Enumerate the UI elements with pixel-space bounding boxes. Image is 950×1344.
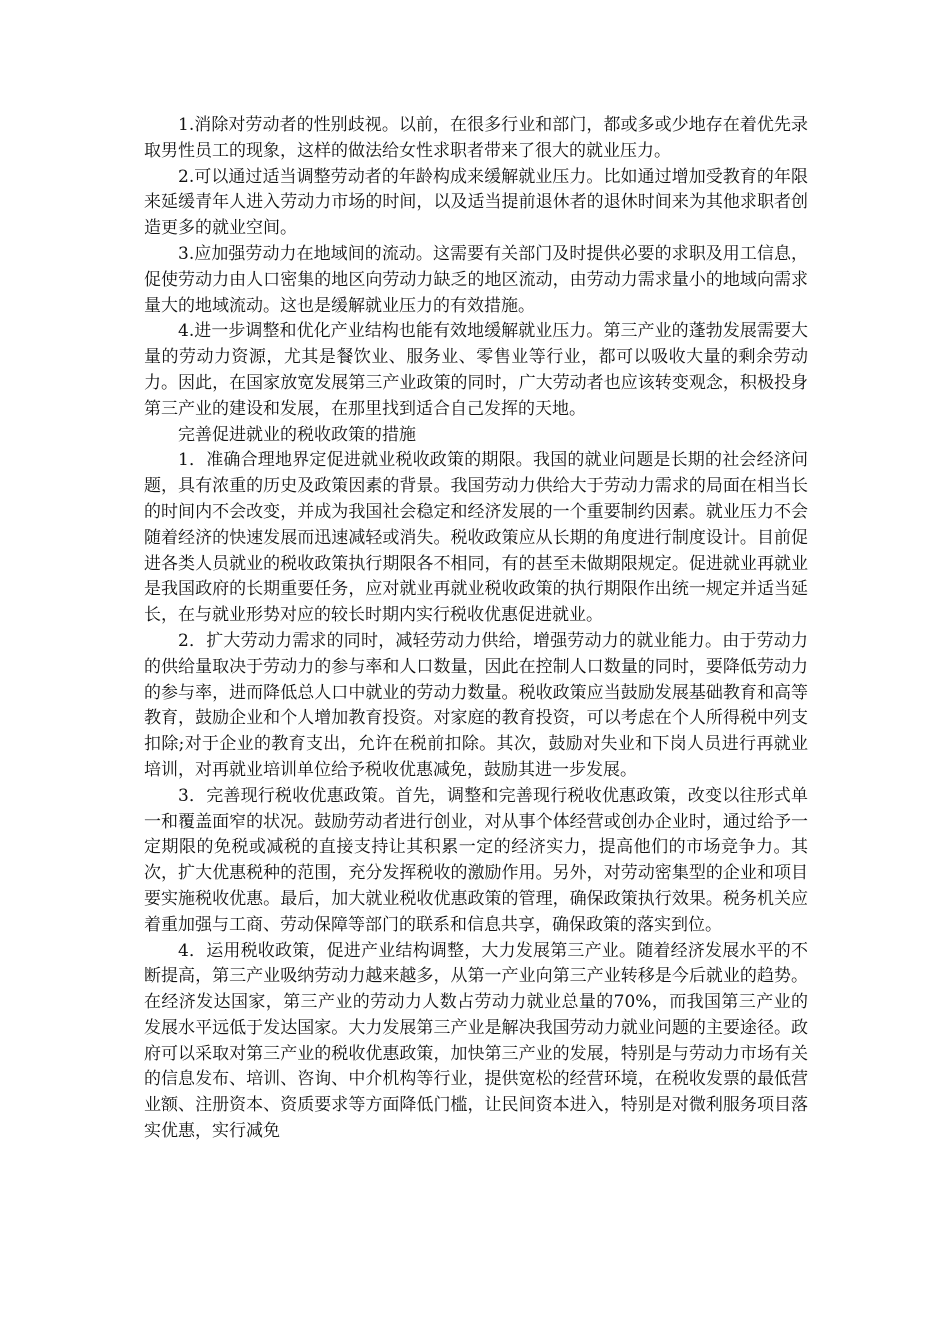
paragraph-tertiary-industry: 4．运用税收政策，促进产业结构调整，大力发展第三产业。随着经济发展水平的不断提高，第三产业吸纳劳动力越来越多，从第一产业向第三产业转移是今后就业的趋势。在经济发达国家，第三产业的劳动力人数占劳动力就业总量的70%，而我国第三产业的发展水平远低于发达国家。大力发展第三产业是解决我国劳动力就业问题的主要途径。政府可以采取对第三产业的税收优惠政策，加快第三产业的发展，特别是与劳动力市场有关的信息发布、培训、咨询、中介机构等行业，提供宽松的经营环境，在税收发票的最低营业额、注册资本、资质要求等方面降低门槛，让民间资本进入，特别是对微利服务项目落实优惠，实行减免 <box>144 940 808 1142</box>
section-heading: 完善促进就业的税收政策的措施 <box>178 424 416 445</box>
paragraph-regional-mobility: 3.应加强劳动力在地域间的流动。这需要有关部门及时提供必要的求职及用工信息，促使劳动力由人口密集的地区向劳动力缺乏的地区流动，由劳动力需求量小的地域向需求量大的地域流动。这也是缓解就业压力的有效措施。 <box>144 243 808 316</box>
paragraph-industry-structure: 4.进一步调整和优化产业结构也能有效地缓解就业压力。第三产业的蓬勃发展需要大量的劳动力资源，尤其是餐饮业、服务业、零售业等行业，都可以吸收大量的剩余劳动力。因此，在国家放宽发展第三产业政策的同时，广大劳动者也应该转变观念，积极投身第三产业的建设和发展，在那里找到适合自己发挥的天地。 <box>144 321 808 419</box>
paragraph-age-structure: 2.可以通过适当调整劳动者的年龄构成来缓解就业压力。比如通过增加受教育的年限来延缓青年人进入劳动力市场的时间，以及适当提前退休者的退休时间来为其他求职者创造更多的就业空间。 <box>144 166 808 239</box>
document-body <box>144 113 808 1145</box>
paragraph-labor-demand: 2．扩大劳动力需求的同时，减轻劳动力供给，增强劳动力的就业能力。由于劳动力的供给量取决于劳动力的参与率和人口数量，因此在控制人口数量的同时，要降低劳动力的参与率，进而降低总人口中就业的劳动力数量。税收政策应当鼓励发展基础教育和高等教育，鼓励企业和个人增加教育投资。对家庭的教育投资，可以考虑在个人所得税中列支扣除;对于企业的教育支出，允许在税前扣除。其次，鼓励对失业和下岗人员进行再就业培训，对再就业培训单位给予税收优惠减免，鼓励其进一步发展。 <box>144 630 808 780</box>
paragraph-gender-discrimination: 1.消除对劳动者的性别歧视。以前，在很多行业和部门，都或多或少地存在着优先录取男性员工的现象，这样的做法给女性求职者带来了很大的就业压力。 <box>144 115 808 161</box>
paragraph-policy-period: 1．准确合理地界定促进就业税收政策的期限。我国的就业问题是长期的社会经济问题，具有浓重的历史及政策因素的背景。我国劳动力供给大于劳动力需求的局面在相当长的时间内不会改变，并成为我国社会稳定和经济发展的一个重要制约因素。就业压力不会随着经济的快速发展而迅速减轻或消失。税收政策应从长期的角度进行制度设计。目前促进各类人员就业的税收政策执行期限各不相同，有的甚至未做期限规定。促进就业再就业是我国政府的长期重要任务，应对就业再就业税收政策的执行期限作出统一规定并适当延长，在与就业形势对应的较长时期内实行税收优惠促进就业。 <box>144 450 808 626</box>
paragraph-tax-incentives: 3．完善现行税收优惠政策。首先，调整和完善现行税收优惠政策，改变以往形式单一和覆盖面窄的状况。鼓励劳动者进行创业，对从事个体经营或创办企业时，通过给予一定期限的免税或减税的直接支持让其积累一定的经济实力，提高他们的市场竞争力。其次，扩大优惠税种的范围，充分发挥税收的激励作用。另外，对劳动密集型的企业和项目要实施税收优惠。最后，加大就业税收优惠政策的管理，确保政策执行效果。税务机关应着重加强与工商、劳动保障等部门的联系和信息共享，确保政策的落实到位。 <box>144 785 808 935</box>
